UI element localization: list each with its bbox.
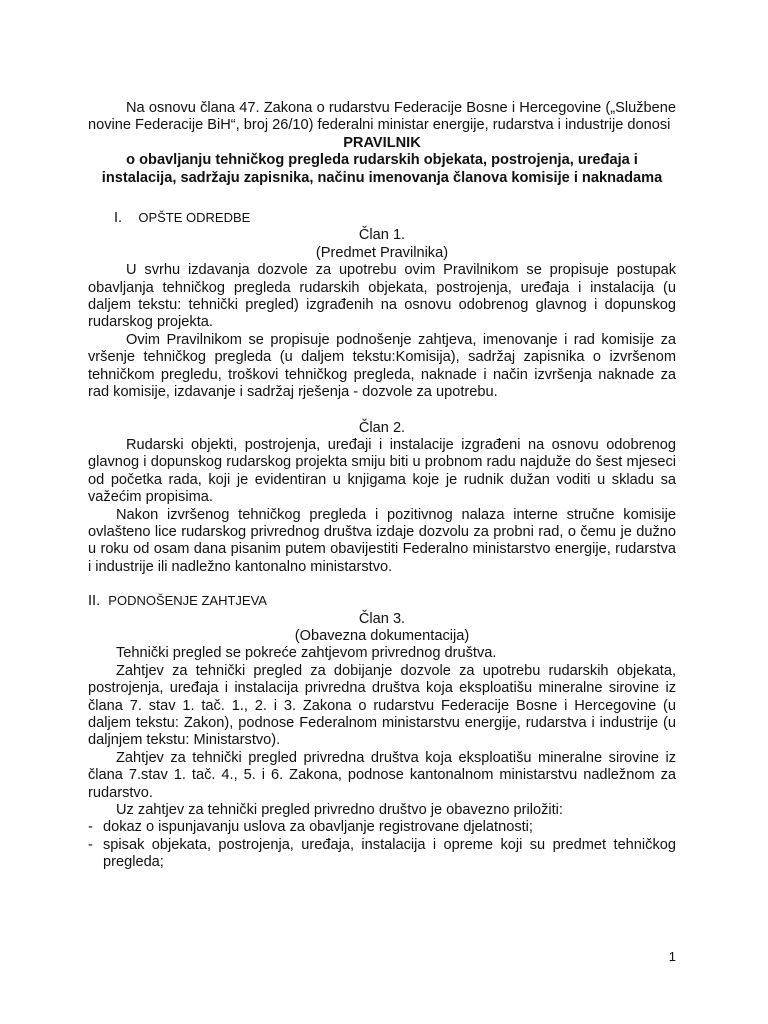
page-number: 1 <box>668 949 676 964</box>
article-2-label: Član 2. <box>358 419 406 436</box>
article-1-paragraph-1: U svrhu izdavanja dozvole za upotrebu ovim Pravilnikom se propisuje postupak obavljanja tehničkog pregleda rudarskih objekata, postrojenja, uređaja i instalacija (u daljem tekstu: tehnički pregled) izgrađenih na osnovu odobrenog glavnog i dopunskog rudarskog projekta. <box>88 262 676 331</box>
list-item: - dokaz o ispunjavanju uslova za obavljanje registrovane djelatnosti; <box>88 819 533 836</box>
section-title-2: PODNOŠENJE ZAHTJEVA <box>108 593 267 609</box>
article-3-caption: (Obavezna dokumentacija) <box>294 627 470 644</box>
preamble: Na osnovu člana 47. Zakona o rudarstvu Federacije Bosne i Hercegovine („Službene novine Federacije BiH“, broj 26/10) federalni ministar energije, rudarstva i industrije donosi <box>88 100 676 134</box>
dash-bullet: - <box>88 836 93 853</box>
article-3-paragraph-2: Zahtjev za tehnički pregled za dobijanje dozvole za upotrebu rudarskih objekata, postrojenja, uređaja i instalacija privredna društva koja eksploatišu mineralne sirovine iz člana 7. stav 1. tač. 1., 2. i 3. Zakona o rudarstvu Federacije Bosne i Hercegovine (u daljem tekstu: Zakon), podnose Federalnom ministarstvu energije, rudarstva i industrije (u daljnjem tekstu: Ministarstvo). <box>88 662 676 749</box>
article-2-paragraph-1: Rudarski objekti, postrojenja, uređaji i instalacije izgrađeni na osnovu odobrenog glavnog i dopunskog rudarskog projekta smiju biti u probnom radu najduže do šest mjeseci od početka rada, koji je evidentiran u knjigama koje je rudnik dužan voditi u skladu sa važećim propisima. <box>88 436 676 506</box>
article-1-caption: (Predmet Pravilnika) <box>315 244 449 261</box>
article-1-paragraph-2: Ovim Pravilnikom se propisuje podnošenje zahtjeva, imenovanje i rad komisije za vršenje tehničkog pregleda (u daljem tekstu:Komisija), sadržaj zapisnika o izvršenom tehničkom pregledu, troškovi tehničkog pregleda, naknade i način izvršenja naknade za rad komisije, izdavanje i sadržaj rješenja - dozvole za upotrebu. <box>88 331 676 401</box>
dash-bullet: - <box>88 819 93 836</box>
section-heading-2 <box>88 592 676 610</box>
article-3-paragraph-3: Zahtjev za tehnički pregled privredna društva koja eksploatišu mineralne sirovine iz člana 7.stav 1. tač. 4., 5. i 6. Zakona, podnose kantonalnom ministarstvu nadležnom za rudarstvo. <box>88 749 676 801</box>
section-heading-1 <box>88 209 676 227</box>
article-3-label: Član 3. <box>358 610 406 627</box>
section-numeral-2: II. <box>88 593 101 610</box>
list-item: - spisak objekata, postrojenja, uređaja, instalacija i opreme koji su predmet tehničkog pregleda; <box>88 836 676 871</box>
article-2-paragraph-2: Nakon izvršenog tehničkog pregleda i pozitivnog nalaza interne stručne komisije ovlašteno lice rudarskog privrednog društva izdaje dozvolu za probni rad, o čemu je dužno u roku od osam dana pisanim putem obavijestiti Federalno ministarstvo energije, rudarstva i industrije ili nadležno kantonalno ministarstvo. <box>88 506 676 575</box>
article-1-label: Član 1. <box>358 227 406 244</box>
document-title: PRAVILNIK <box>343 134 421 151</box>
article-3-paragraph-4: Uz zahtjev za tehnički pregled privredno društvo je obavezno priložiti: <box>116 802 563 819</box>
document-subtitle: o obavljanju tehničkog pregleda rudarskih objekata, postrojenja, uređaja i instalacija, sadržaju zapisnika, načinu imenovanja članova komisije i naknadama <box>101 152 663 186</box>
section-numeral-1: I. <box>114 210 123 227</box>
article-3-paragraph-1: Tehnički pregled se pokreće zahtjevom privrednog društva. <box>116 645 497 662</box>
section-title-1: OPŠTE ODREDBE <box>138 210 251 226</box>
